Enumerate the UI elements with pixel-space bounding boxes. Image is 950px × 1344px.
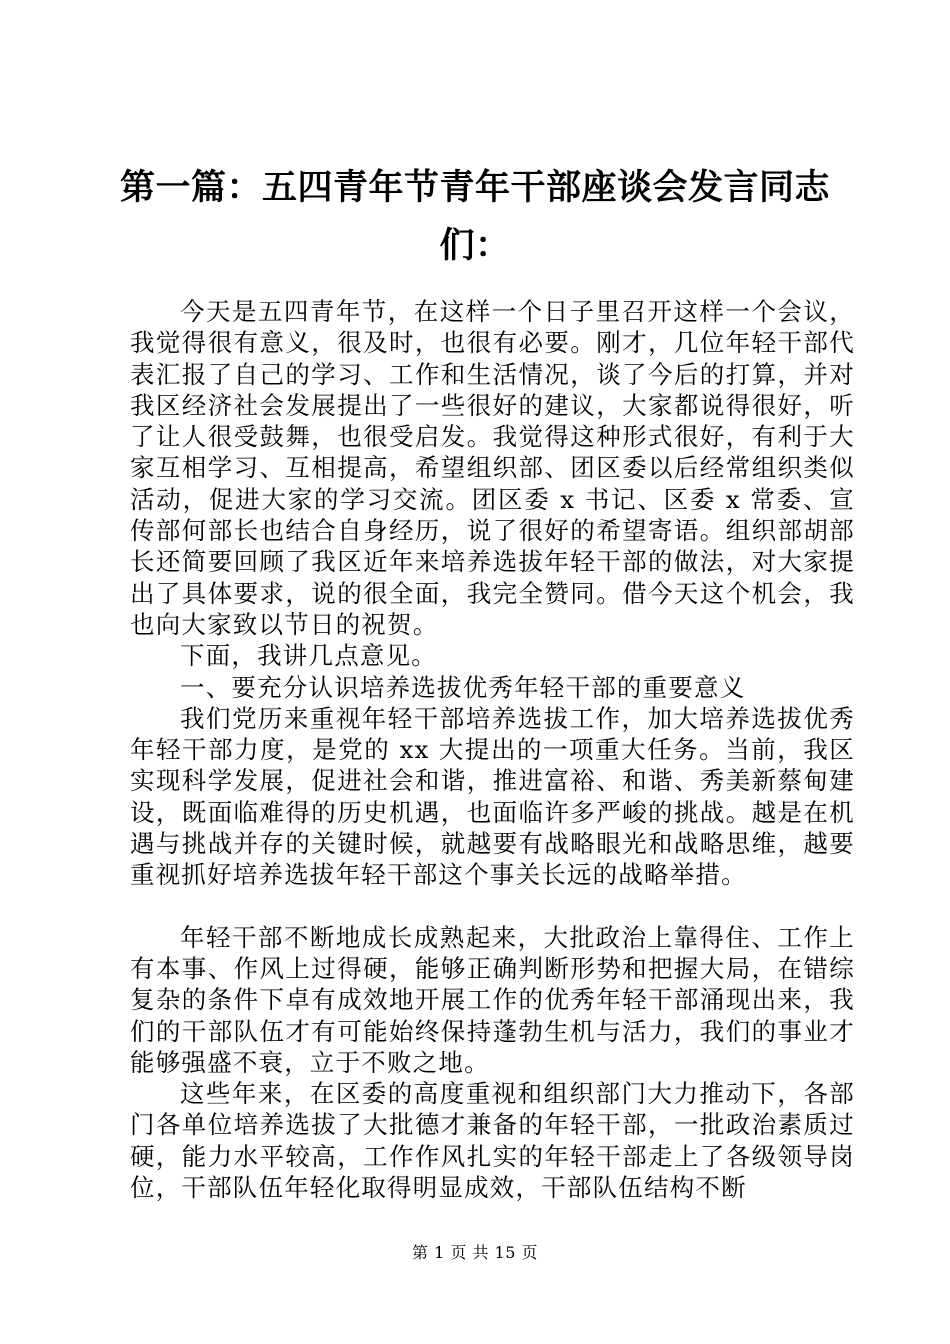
document-title: 第一篇：五四青年节青年干部座谈会发言同志: [119, 167, 830, 208]
document-title-continued: 们：: [439, 225, 511, 266]
paragraph-opening: 今天是五四青年节，在这样一个日子里召开这样一个会议，我觉得很有意义，很及时，也很有必要。刚才，几位年轻干部代表汇报了自己的学习、工作和生活情况，谈了今后的打算，并对我区经济社会发展提出了一些很好的建议，大家都说得很好，听了让人很受鼓舞，也很受启发。我觉得这种形式很好，有利于大家互相学习、互相提高，希望组织部、团区委以后经常组织类似活动，促进大家的学习交流。团区委 x 书记、区委 x 常委、宣传部何部长也结合自身经历，说了很好的希望寄语。组织部胡部长还简要回顾了我区近年来培养选拔年轻干部的做法，对大家提出了具体要求，说的很全面，我完全赞同。借今天这个机会，我也向大家致以节日的祝贺。: [130, 297, 855, 639]
paragraph-significance: 我们党历来重视年轻干部培养选拔工作，加大培养选拔优秀年轻干部力度，是党的 xx 大提出的一项重大任务。当前，我区实现科学发展，促进社会和谐，推进富裕、和谐、秀美新蔡甸建设，既面临难得的历史机遇，也面临许多严峻的挑战。越是在机遇与挑战并存的关键时候，就越要有战略眼光和战略思维，越要重视抓好培养选拔年轻干部这个事关长远的战略举措。: [130, 703, 855, 890]
paragraph-achievements: 这些年来，在区委的高度重视和组织部门大力推动下，各部门各单位培养选拔了大批德才兼备的年轻干部，一批政治素质过硬，能力水平较高，工作作风扎实的年轻干部走上了各级领导岗位，干部队伍年轻化取得明显成效，干部队伍结构不断: [130, 1079, 855, 1203]
page-footer: 第 1 页 共 15 页: [412, 1243, 538, 1262]
paragraph-growth: 年轻干部不断地成长成熟起来，大批政治上靠得住、工作上有本事、作风上过得硬，能够正确判断形势和把握大局，在错综复杂的条件下卓有成效地开展工作的优秀年轻干部涌现出来，我们的干部队伍才有可能始终保持蓬勃生机与活力，我们的事业才能够强盛不衰，立于不败之地。: [130, 922, 855, 1077]
document-body: [130, 296, 855, 1203]
paragraph-intro: 下面，我讲几点意见。: [180, 641, 437, 671]
section-heading: 一、要充分认识培养选拔优秀年轻干部的重要意义: [180, 672, 746, 702]
